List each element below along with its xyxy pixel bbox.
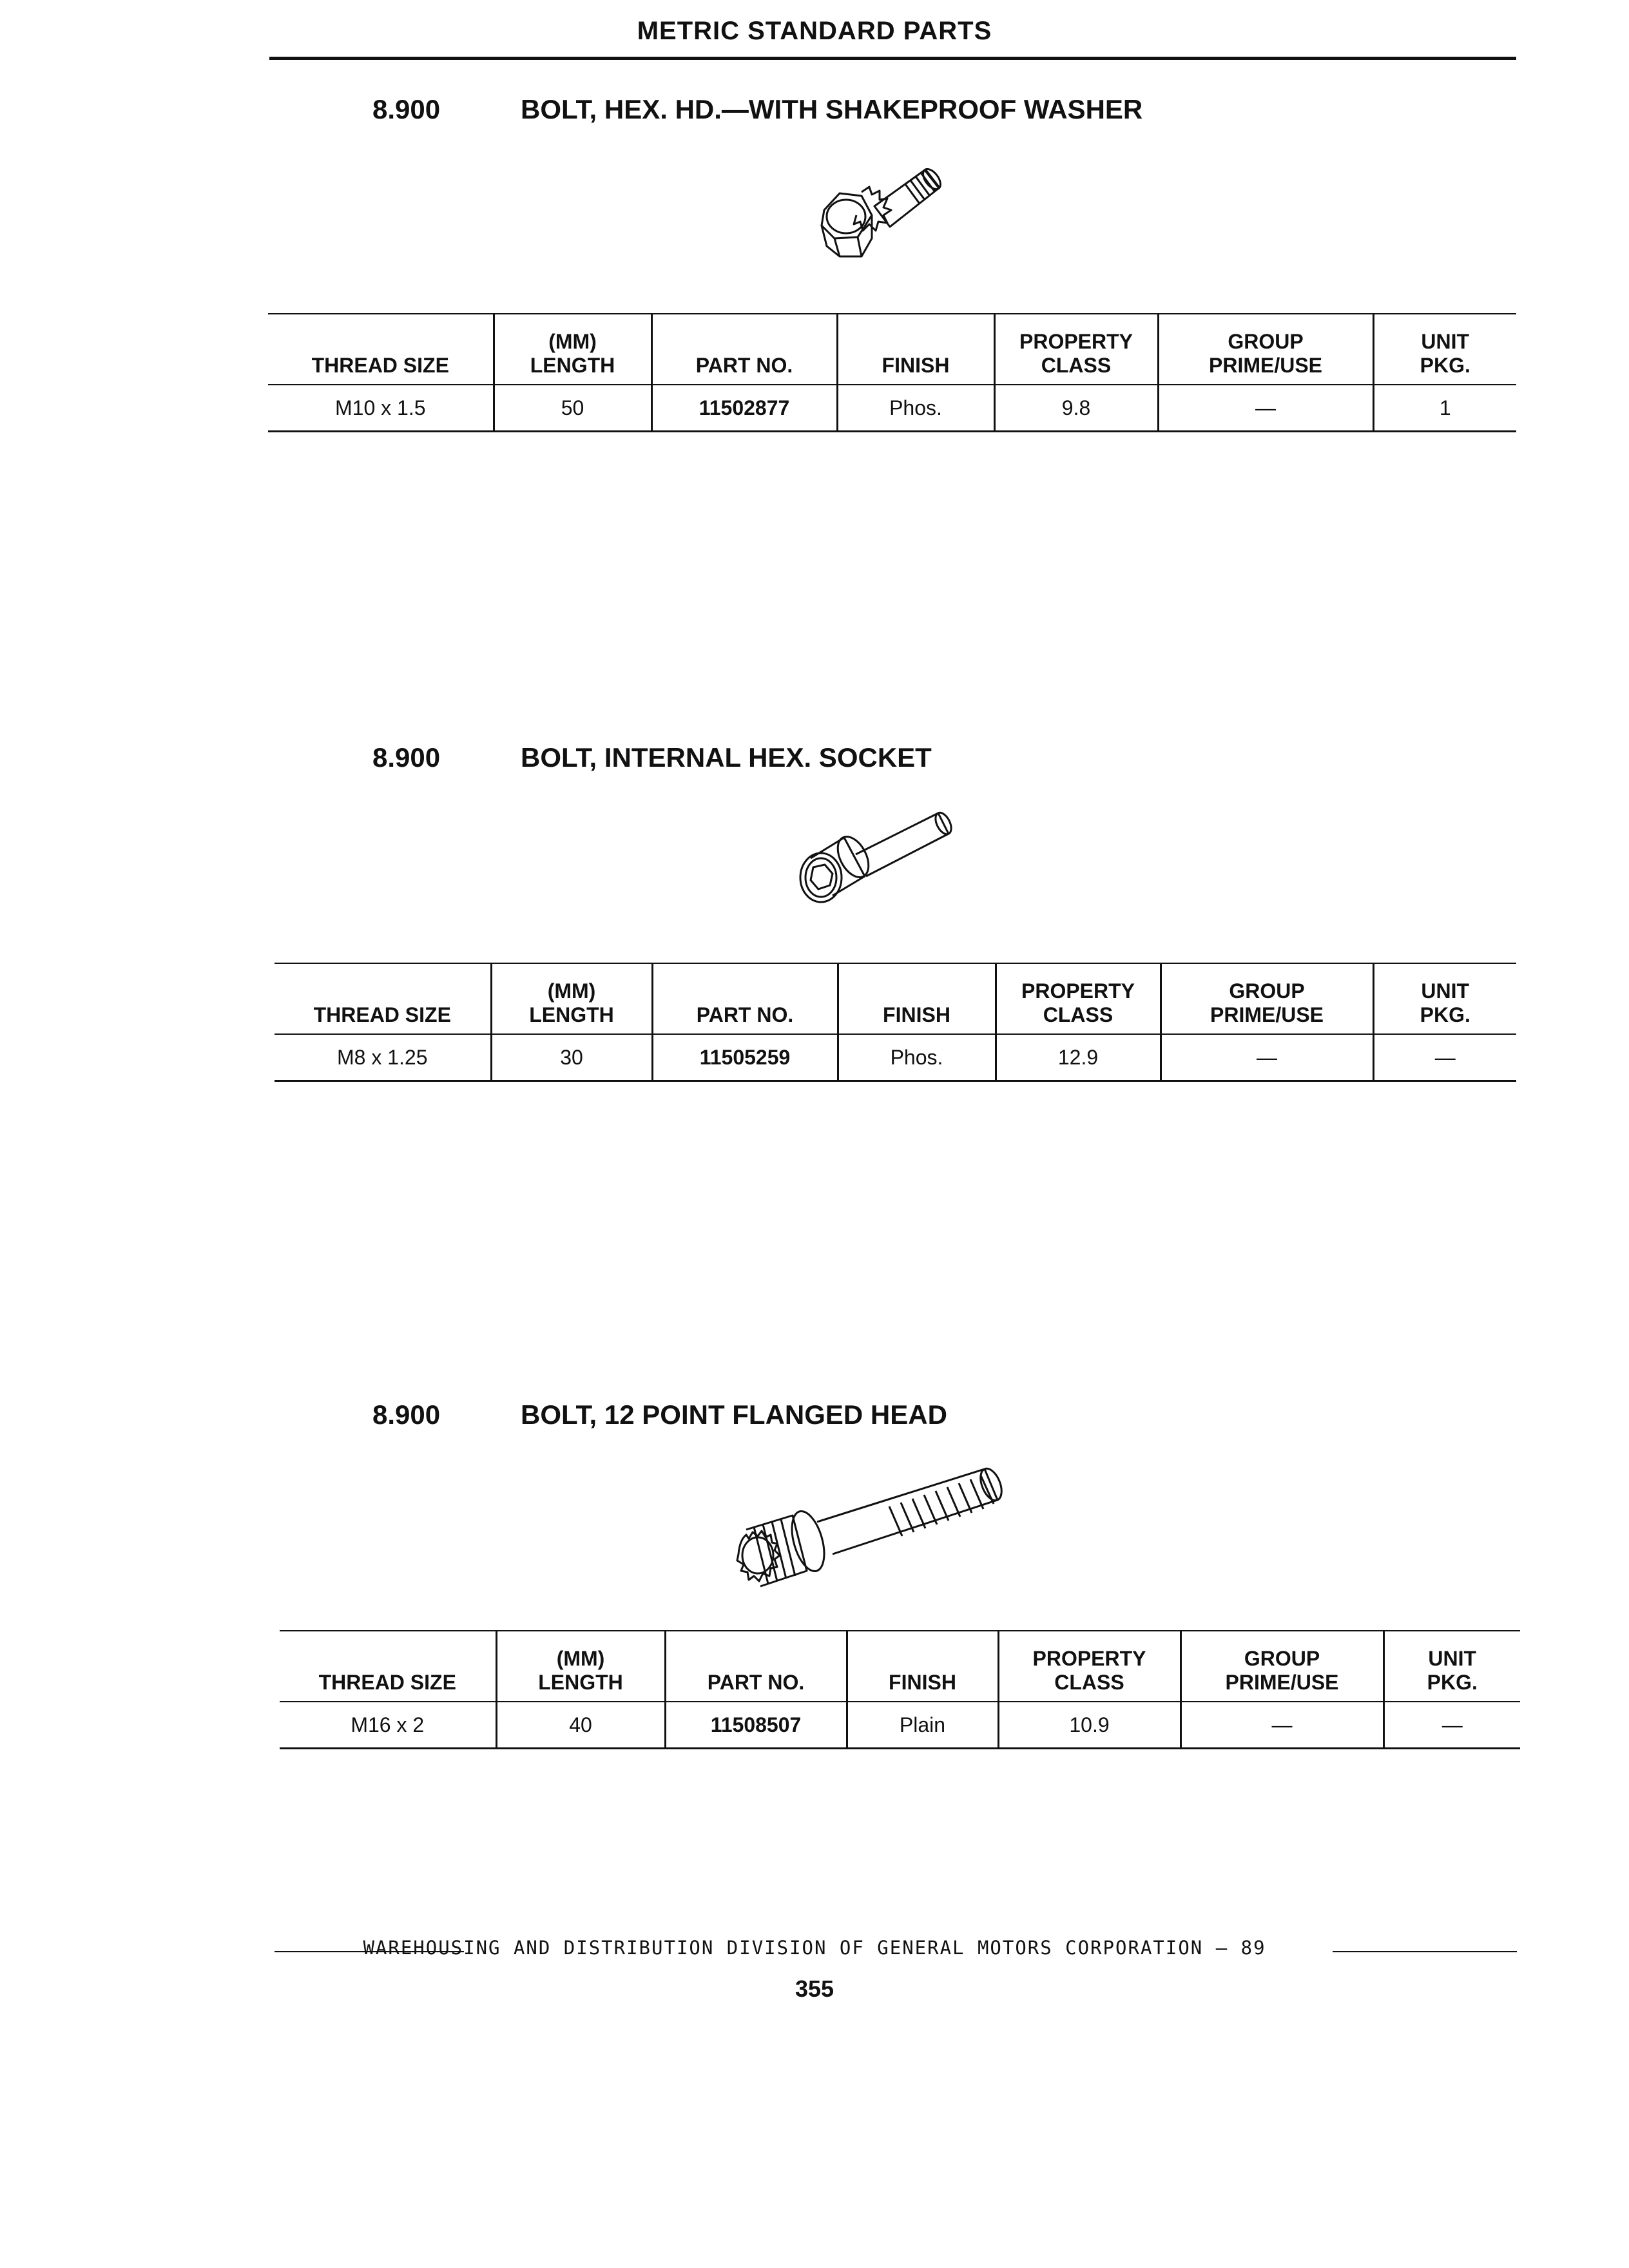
section-title: BOLT, INTERNAL HEX. SOCKET — [521, 742, 932, 773]
col-unit-pkg: UNIT PKG. — [1373, 314, 1516, 385]
col-finish: FINISH — [838, 963, 996, 1034]
cell-thread-size: M8 x 1.25 — [275, 1034, 491, 1081]
col-group: GROUP PRIME/USE — [1181, 1631, 1383, 1702]
cell-thread-size: M16 x 2 — [280, 1702, 496, 1749]
col-group: GROUP PRIME/USE — [1161, 963, 1373, 1034]
section-number: 8.900 — [372, 1399, 441, 1430]
title-rule — [269, 57, 1516, 60]
footer-text: WAREHOUSING AND DISTRIBUTION DIVISION OF GENERAL MOTORS CORPORATION — 89 — [363, 1937, 1266, 1959]
cell-unit-pkg: — — [1383, 1702, 1520, 1749]
cell-property-class: 12.9 — [996, 1034, 1161, 1081]
cell-unit-pkg: — — [1373, 1034, 1516, 1081]
cell-property-class: 10.9 — [998, 1702, 1181, 1749]
cell-part-no: 11505259 — [652, 1034, 838, 1081]
cell-part-no: 11502877 — [651, 385, 837, 432]
section-title: BOLT, 12 POINT FLANGED HEAD — [521, 1399, 947, 1430]
col-thread-size: THREAD SIZE — [268, 314, 494, 385]
col-finish: FINISH — [847, 1631, 998, 1702]
table-header-row — [275, 963, 1516, 1034]
table-row — [275, 1034, 1516, 1081]
col-group: GROUP PRIME/USE — [1158, 314, 1373, 385]
parts-table — [280, 1630, 1520, 1749]
col-unit-pkg: UNIT PKG. — [1373, 963, 1516, 1034]
cell-finish: Phos. — [838, 1034, 996, 1081]
col-property-class: PROPERTY CLASS — [996, 963, 1161, 1034]
socket-head-bolt-icon — [785, 804, 965, 920]
cell-part-no: 11508507 — [665, 1702, 847, 1749]
col-length: (MM) LENGTH — [491, 963, 652, 1034]
table-row — [280, 1702, 1520, 1749]
col-unit-pkg: UNIT PKG. — [1383, 1631, 1520, 1702]
table-row — [268, 385, 1516, 432]
cell-length: 40 — [496, 1702, 665, 1749]
cell-finish: Plain — [847, 1702, 998, 1749]
hex-bolt-shakeproof-washer-icon — [802, 155, 957, 271]
col-part-no: PART NO. — [665, 1631, 847, 1702]
col-property-class: PROPERTY CLASS — [998, 1631, 1181, 1702]
col-thread-size: THREAD SIZE — [275, 963, 491, 1034]
cell-group: — — [1158, 385, 1373, 432]
cell-group: — — [1161, 1034, 1373, 1081]
cell-thread-size: M10 x 1.5 — [268, 385, 494, 432]
table-header-row — [268, 314, 1516, 385]
section-number: 8.900 — [372, 742, 441, 773]
parts-table — [275, 963, 1516, 1082]
page-title: METRIC STANDARD PARTS — [637, 17, 992, 45]
section-title: BOLT, HEX. HD.—WITH SHAKEPROOF WASHER — [521, 94, 1143, 124]
parts-table — [268, 313, 1516, 432]
twelve-point-flanged-bolt-icon — [720, 1457, 1017, 1606]
col-length: (MM) LENGTH — [496, 1631, 665, 1702]
cell-property-class: 9.8 — [994, 385, 1158, 432]
cell-length: 30 — [491, 1034, 652, 1081]
col-part-no: PART NO. — [651, 314, 837, 385]
col-thread-size: THREAD SIZE — [280, 1631, 496, 1702]
section-number: 8.900 — [372, 94, 441, 124]
cell-group: — — [1181, 1702, 1383, 1749]
col-finish: FINISH — [837, 314, 994, 385]
cell-length: 50 — [494, 385, 651, 432]
col-part-no: PART NO. — [652, 963, 838, 1034]
table-header-row — [280, 1631, 1520, 1702]
cell-finish: Phos. — [837, 385, 994, 432]
page-number: 355 — [795, 1975, 834, 2002]
cell-unit-pkg: 1 — [1373, 385, 1516, 432]
col-property-class: PROPERTY CLASS — [994, 314, 1158, 385]
col-length: (MM) LENGTH — [494, 314, 651, 385]
